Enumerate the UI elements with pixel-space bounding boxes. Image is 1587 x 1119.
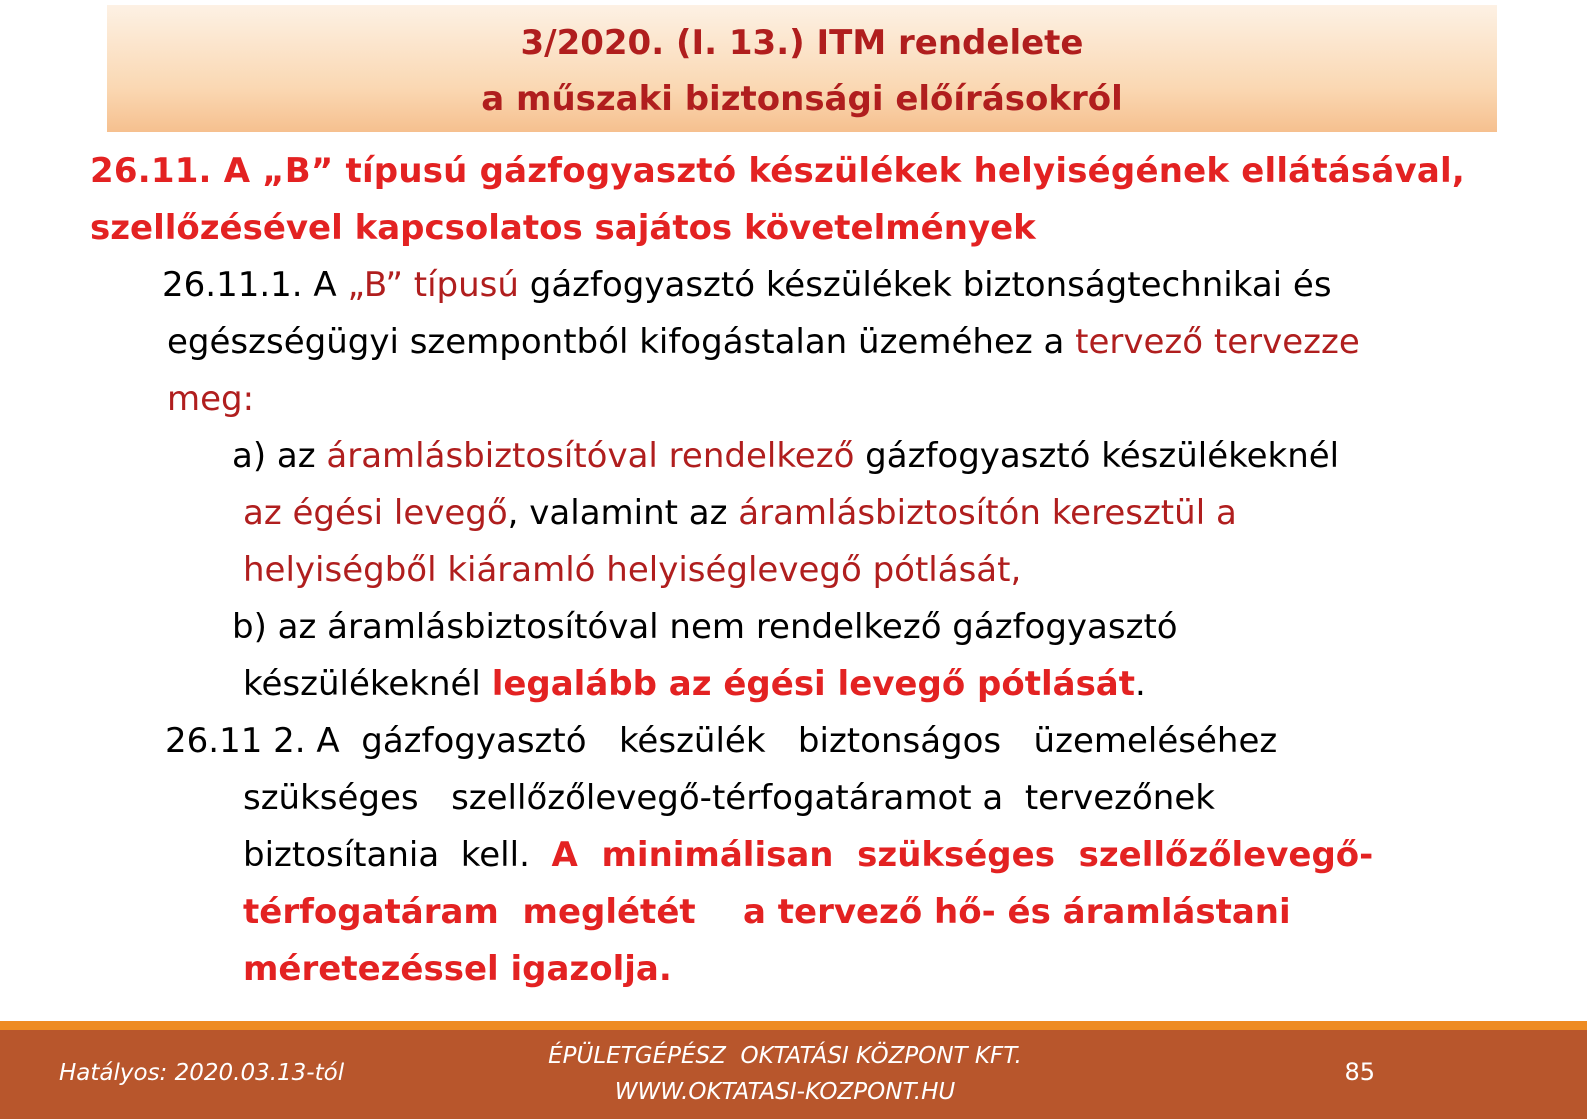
item-a-highlight-3: áramlásbiztosítón keresztül a [738,493,1237,533]
item-a-text-1: gázfogyasztó készülékeknél [854,436,1340,476]
item-a-line-1 [232,428,1339,485]
title-line-1: 3/2020. (I. 13.) ITM rendelete [520,23,1084,63]
paragraph-26-11-1-line-2 [167,314,1360,371]
title-banner [107,5,1497,132]
p1-highlight-designer: tervező tervezze [1075,322,1360,362]
item-a-line-3: helyiségből kiáramló helyiséglevegő pótlását, [243,550,1022,590]
p1-line2-text: egészségügyi szempontból kifogástalan üzeméhez a [167,322,1076,362]
p2-highlight-1: A minimálisan szükséges szellőzőlevegő- [551,835,1374,875]
p2-text: biztosítania kell. [243,835,552,875]
paragraph-26-11-2-line-4: térfogatáram meglétét a tervező hő- és áramlástani [243,892,1291,932]
p1-text-c: gázfogyasztó készülékek biztonságtechnikai és [518,265,1332,305]
footer-company [500,1038,1070,1110]
footer-stripe [0,1021,1587,1030]
paragraph-26-11-2-line-2: szükséges szellőzőlevegő-térfogatáramot a tervezőnek [243,778,1215,818]
footer [0,1030,1587,1119]
item-a-label: a) az [232,436,327,476]
section-heading-line-2: szellőzésével kapcsolatos sajátos követelmények [90,208,1036,248]
footer-effective-date: Hatályos: 2020.03.13-tól [59,1060,345,1086]
item-b-line-1: b) az áramlásbiztosítóval nem rendelkező gázfogyasztó [232,607,1178,647]
footer-website: WWW.OKTATASI-KOZPONT.HU [614,1079,956,1105]
paragraph-26-11-1-line-1 [162,257,1332,314]
paragraph-26-11-2-line-5: méretezéssel igazolja. [243,949,672,989]
p1-highlight-b-type: „B” típusú [347,265,519,305]
title-line-2: a műszaki biztonsági előírásokról [481,79,1123,119]
item-b-period: . [1135,664,1146,704]
paragraph-26-11-2-line-1: 26.11 2. A gázfogyasztó készülék biztonságos üzemeléséhez [165,721,1278,761]
paragraph-26-11-1-line-3: meg: [167,379,255,419]
page-number: 85 [1344,1058,1375,1086]
item-a-highlight-1: áramlásbiztosítóval rendelkező [326,436,855,476]
item-a-highlight-2: az égési levegő [243,493,508,533]
item-a-text-2: , valamint az [507,493,739,533]
item-b-line-2 [243,656,1146,713]
paragraph-26-11-2-line-3 [243,827,1373,884]
section-heading-line-1: 26.11. A „B” típusú gázfogyasztó készülékek helyiségének ellátásával, [90,151,1465,191]
footer-company-name: ÉPÜLETGÉPÉSZ OKTATÁSI KÖZPONT KFT. [548,1043,1022,1069]
item-b-text: készülékeknél [243,664,492,704]
p1-text-a: 26.11.1. A [162,265,348,305]
item-a-line-2 [243,485,1237,542]
item-b-highlight: legalább az égési levegő pótlását [491,664,1135,704]
